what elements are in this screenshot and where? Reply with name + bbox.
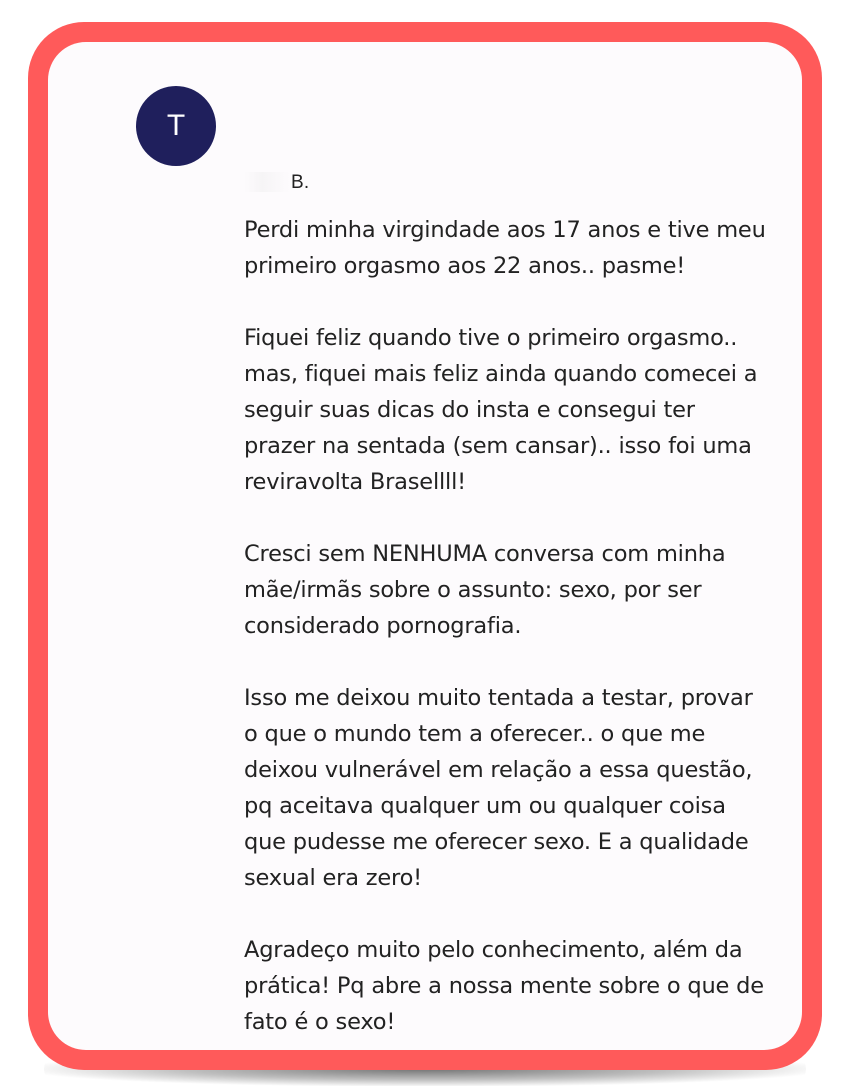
message-line: Perdi minha virgindade aos 17 anos e tive meu: [244, 217, 766, 243]
message-line: primeiro orgasmo aos 22 anos.. pasme!: [244, 253, 686, 279]
message-line: prática! Pq abre a nossa mente sobre o que de: [244, 973, 764, 999]
avatar-initial: T: [166, 109, 186, 142]
message-paragraph: [244, 320, 804, 500]
message-line: mãe/irmãs sobre o assunto: sexo, por ser: [244, 577, 702, 603]
message-line: prazer na sentada (sem cansar).. isso foi uma: [244, 433, 752, 459]
message-line: reviravolta Brasellll!: [244, 469, 466, 495]
author-name-text: B.: [291, 172, 310, 193]
message-line: que pudesse me oferecer sexo. E a qualidade: [244, 829, 749, 855]
message-line: o que o mundo tem a oferecer.. o que me: [244, 721, 706, 747]
message-paragraph: [244, 212, 804, 284]
message-line: seguir suas dicas do insta e consegui ter: [244, 397, 695, 423]
message-line: sexual era zero!: [244, 865, 422, 891]
redacted-name-part: [244, 172, 290, 192]
message-line: pq aceitava qualquer um ou qualquer coisa: [244, 793, 726, 819]
testimonial-card: [48, 42, 802, 1050]
message-paragraph: [244, 680, 804, 896]
message-line: deixou vulnerável em relação a essa questão,: [244, 757, 753, 783]
message-paragraph: [244, 932, 804, 1040]
message-paragraph: [244, 536, 804, 644]
avatar: [136, 86, 216, 166]
message-line: Fiquei feliz quando tive o primeiro orgasmo..: [244, 325, 738, 351]
message-line: Agradeço muito pelo conhecimento, além da: [244, 937, 743, 963]
message-line: considerado pornografia.: [244, 613, 522, 639]
message-line: fato é o sexo!: [244, 1009, 396, 1035]
author-name: [244, 172, 309, 194]
message-line: mas, fiquei mais feliz ainda quando comecei a: [244, 361, 758, 387]
testimonial-frame: [28, 22, 822, 1070]
message-line: Cresci sem NENHUMA conversa com minha: [244, 541, 726, 567]
testimonial-message: [244, 212, 804, 1040]
message-line: Isso me deixou muito tentada a testar, provar: [244, 685, 753, 711]
